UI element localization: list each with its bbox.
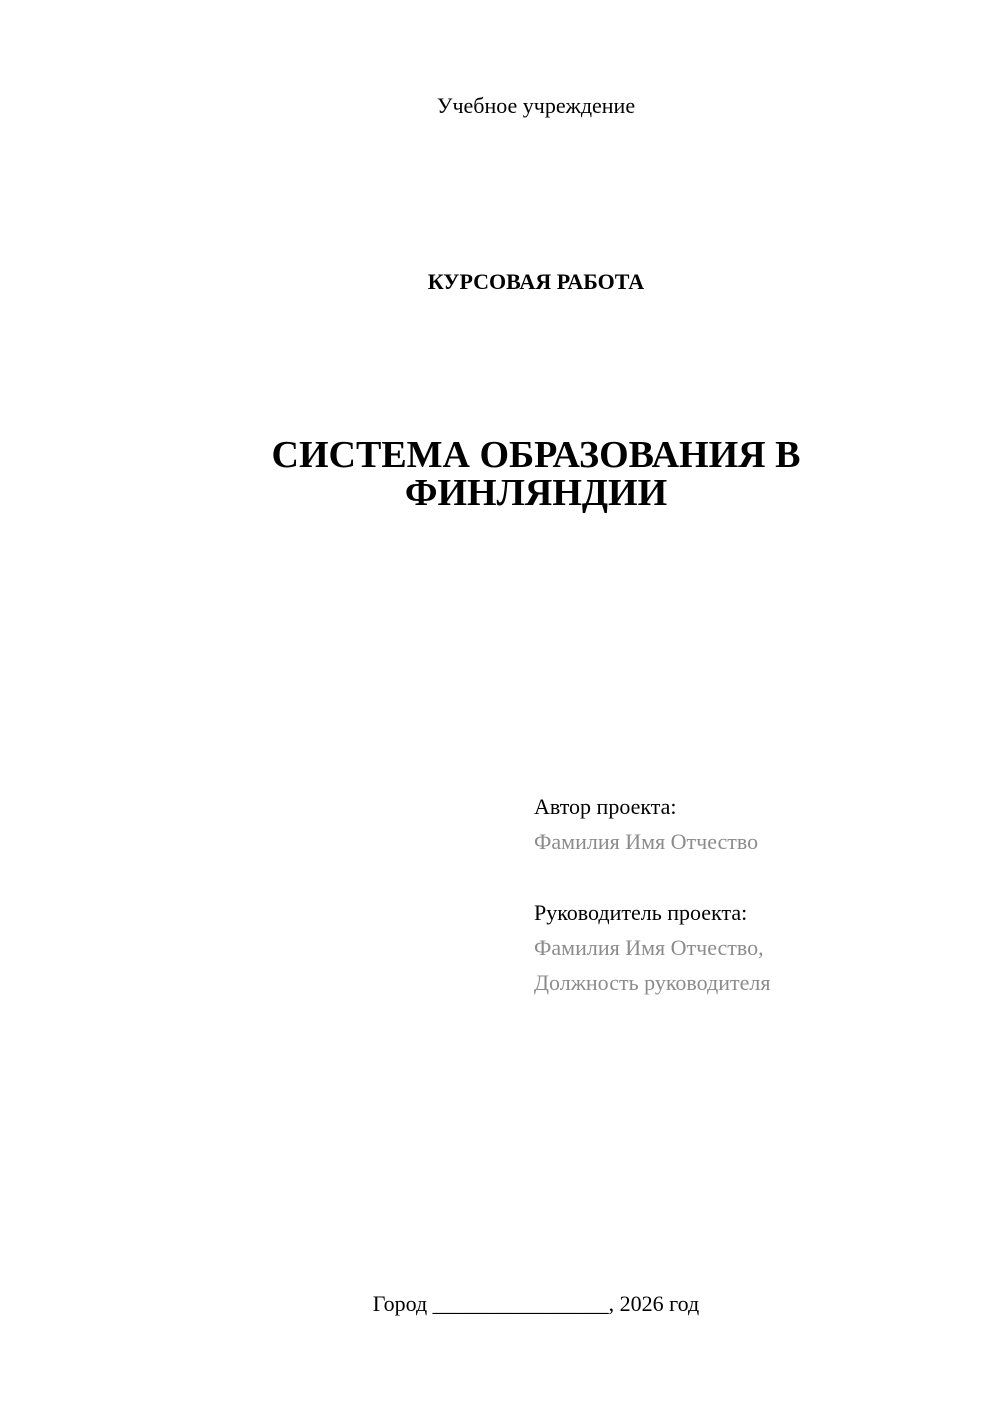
- supervisor-label: Руководитель проекта:: [534, 900, 748, 925]
- credits-block: [534, 789, 770, 1000]
- author-label: Автор проекта:: [534, 794, 677, 819]
- supervisor-position: Должность руководителя: [534, 970, 771, 995]
- author-name: Фамилия Имя Отчество: [534, 829, 759, 854]
- institution-name: Учебное учреждение: [436, 93, 636, 118]
- document-title: [0, 436, 1000, 512]
- work-type-heading: КУРСОВАЯ РАБОТА: [427, 269, 645, 294]
- document-title-line-1: СИСТЕМА ОБРАЗОВАНИЯ В: [271, 434, 801, 476]
- footer-city-year: Город ________________, 2026 год: [372, 1291, 700, 1316]
- credits-spacer: [534, 859, 770, 895]
- document-title-line-2: ФИНЛЯНДИИ: [404, 472, 668, 514]
- supervisor-name: Фамилия Имя Отчество,: [534, 935, 764, 960]
